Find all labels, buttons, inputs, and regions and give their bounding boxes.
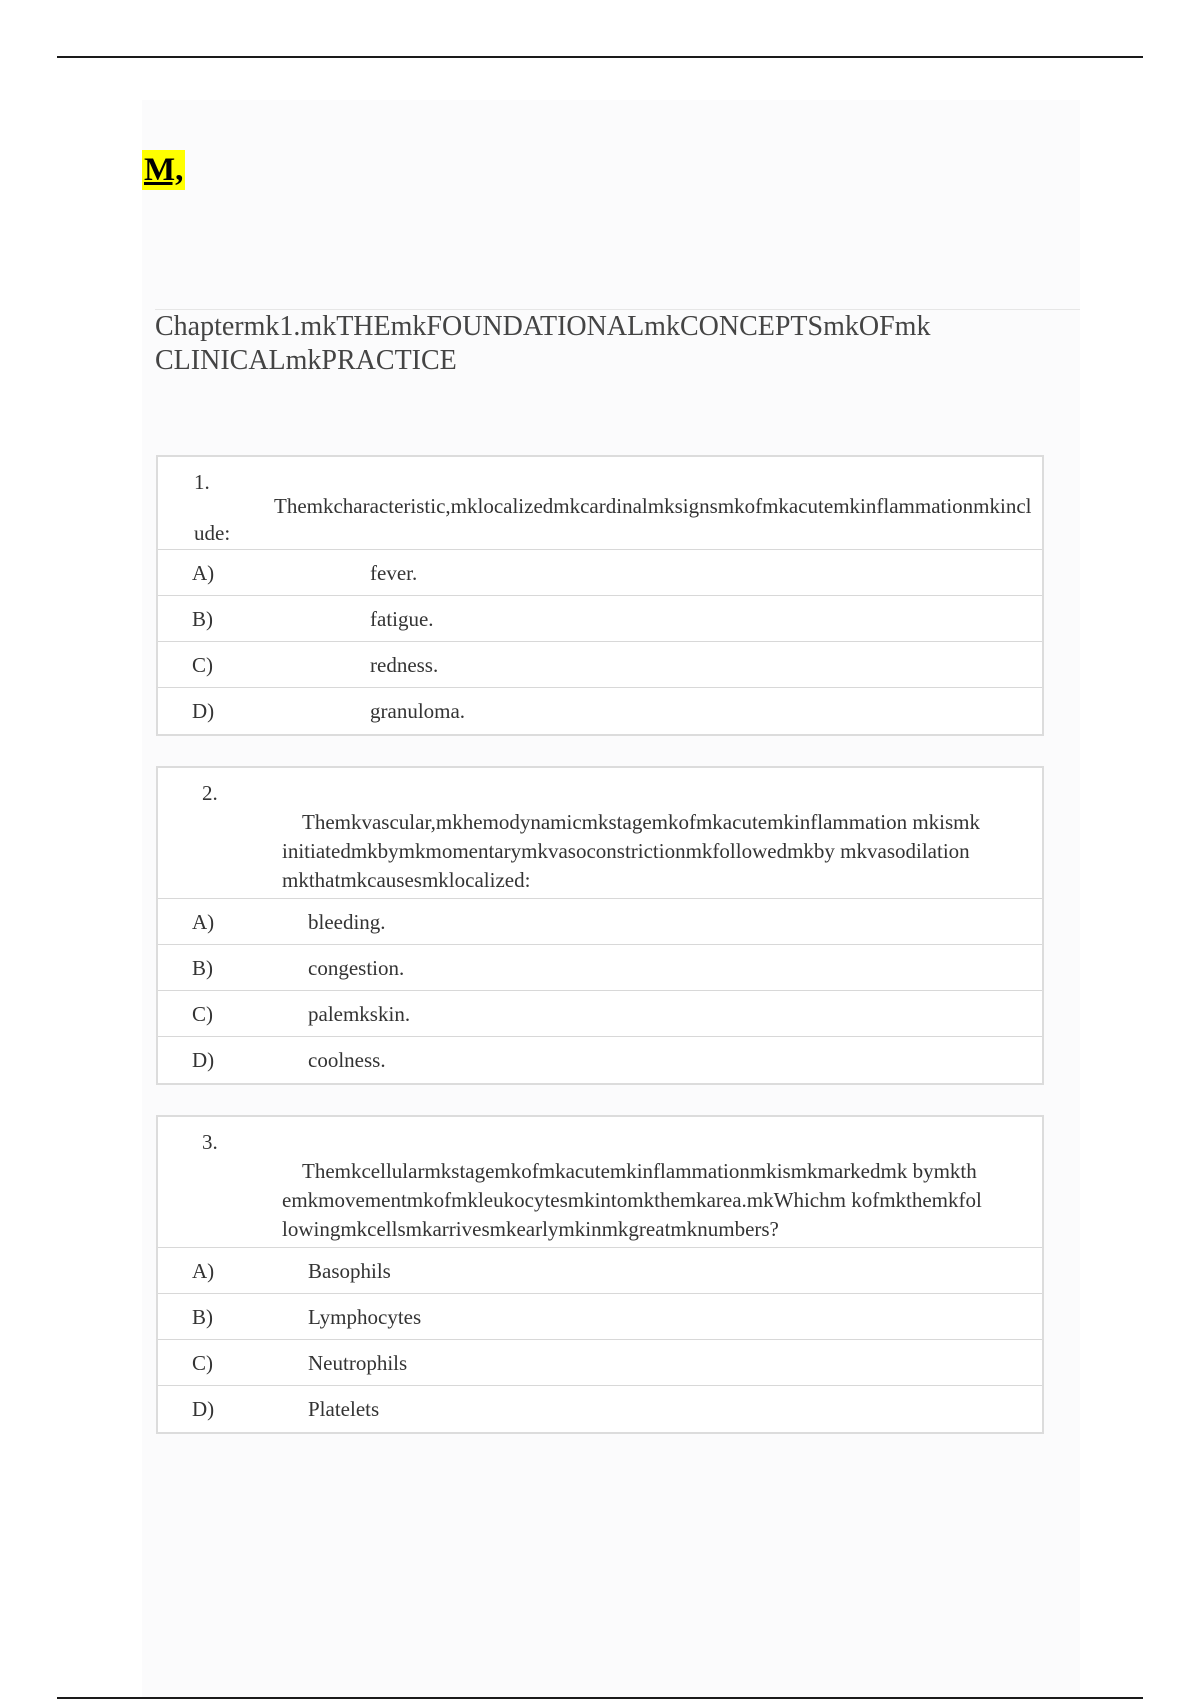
question-text: Themkcharacteristic,mklocalizedmkcardinalmksignsmkofmkacutemkinflammationmkinclude: — [194, 494, 1032, 545]
option-letter: A) — [192, 561, 215, 585]
option-text: coolness. — [308, 1048, 386, 1072]
option-letter: D) — [192, 1048, 215, 1072]
option-b[interactable] — [158, 1294, 1042, 1340]
option-text: granuloma. — [370, 699, 466, 723]
option-letter: D) — [192, 1397, 215, 1421]
option-b[interactable] — [158, 945, 1042, 991]
question-number: 2. — [202, 781, 218, 805]
option-text: fatigue. — [370, 607, 434, 631]
option-text: Lymphocytes — [308, 1305, 422, 1329]
top-rule — [57, 56, 1143, 58]
question-1-box — [156, 455, 1044, 736]
option-c[interactable] — [158, 1340, 1042, 1386]
option-d[interactable] — [158, 688, 1042, 734]
option-b[interactable] — [158, 596, 1042, 642]
option-a[interactable] — [158, 899, 1042, 945]
bottom-rule — [57, 1697, 1143, 1699]
option-text: palemkskin. — [308, 1002, 411, 1026]
question-2-box — [156, 766, 1044, 1085]
option-d[interactable] — [158, 1386, 1042, 1432]
option-letter: A) — [192, 1259, 215, 1283]
option-text: redness. — [370, 653, 439, 677]
option-letter: B) — [192, 1305, 213, 1329]
option-text: congestion. — [308, 956, 405, 980]
option-d[interactable] — [158, 1037, 1042, 1083]
option-letter: A) — [192, 910, 215, 934]
option-c[interactable] — [158, 642, 1042, 688]
question-text: Themkvascular,mkhemodynamicmkstagemkofmkacutemkinflammation mkismkinitiatedmkbymkmomentarymkvasoconstrictionmkfollowedmkby mkvasodilationmkthatmkcausesmklocalized: — [282, 810, 980, 892]
option-letter: C) — [192, 1002, 213, 1026]
option-text: fever. — [370, 561, 418, 585]
chapter-title: Chaptermk1.mkTHEmkFOUNDATIONALmkCONCEPTSmkOFmkCLINICALmkPRACTICE — [155, 311, 931, 376]
option-text: bleeding. — [308, 910, 386, 934]
option-text: Basophils — [308, 1259, 391, 1283]
option-text: Platelets — [308, 1397, 380, 1421]
option-a[interactable] — [158, 550, 1042, 596]
question-text: Themkcellularmkstagemkofmkacutemkinflammationmkismkmarkedmk bymkthemkmovementmkofmkleukocytesmkintomkthemkarea.mkWhichm kofmkthemkfollowingmkcellsmkarrivesmkearlymkinmkgreatmknumbers? — [282, 1159, 982, 1241]
option-a[interactable] — [158, 1248, 1042, 1294]
option-letter: B) — [192, 956, 213, 980]
question-stem — [158, 768, 1042, 899]
question-stem — [158, 457, 1042, 550]
highlighted-mark: M, — [144, 152, 184, 188]
option-letter: C) — [192, 1351, 213, 1375]
question-number: 3. — [202, 1130, 218, 1154]
option-letter: B) — [192, 607, 213, 631]
question-3-box — [156, 1115, 1044, 1434]
option-c[interactable] — [158, 991, 1042, 1037]
question-stem — [158, 1117, 1042, 1248]
question-number: 1. — [194, 470, 210, 494]
option-letter: C) — [192, 653, 213, 677]
option-letter: D) — [192, 699, 215, 723]
option-text: Neutrophils — [308, 1351, 408, 1375]
